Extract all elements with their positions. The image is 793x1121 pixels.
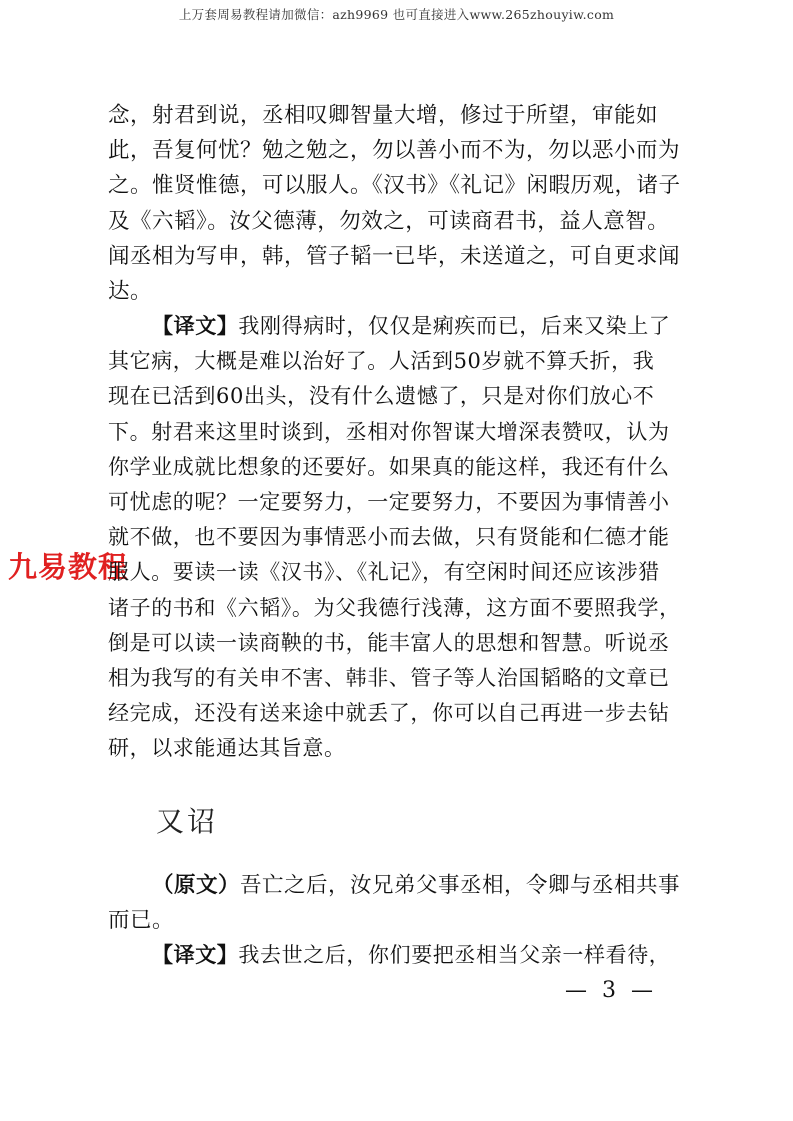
page-number: — 3 — [565, 978, 657, 1003]
watermark-logo: 九易教程 [8, 550, 129, 584]
text-line: 闻丞相为写申，韩，管子韬一已毕，未送道之，可自更求闻 [108, 243, 681, 269]
text-line: 其它病，大概是难以治好了。人活到50岁就不算夭折，我 [108, 349, 655, 374]
text-line: 此，吾复何忧？勉之勉之，勿以善小而不为，勿以恶小而为 [108, 138, 681, 164]
text-line: 你学业成就比想象的还要好。如果真的能这样，我还有什么 [108, 454, 670, 479]
text-line: 及《六韬》。汝父德薄，勿效之，可读商君书，益人意智。 [108, 208, 670, 234]
translation-tag: 【译文】 [152, 943, 239, 967]
translation-first-line [108, 938, 698, 973]
text-line: 下。射君来这里时谈到，丞相对你智谋大增深表赞叹，认为 [108, 419, 670, 444]
original-continued-block [108, 98, 698, 309]
text-line: 相为我写的有关申不害、韩非、管子等人治国韬略的文章已 [108, 665, 670, 690]
text-line: 念，射君到说，丞相叹卿智量大增，修过于所望，审能如 [108, 103, 659, 128]
text-line: 研，以求能通达其旨意。 [108, 736, 346, 761]
text-line: 经完成，还没有送来途中就丢了，你可以自己再进一步去钻 [108, 701, 670, 726]
translation-block-1 [108, 309, 698, 766]
text-line: 倒是可以读一读商鞅的书，能丰富人的思想和智慧。听说丞 [108, 630, 670, 655]
translation-block-2 [108, 938, 698, 973]
original-tag: （原文） [152, 873, 241, 898]
translation-first-line [108, 309, 698, 344]
text-line: 可忧虑的呢？一定要努力，一定要努力，不要因为事情善小 [108, 489, 670, 514]
section-title: 又诏 [156, 805, 219, 838]
text-line: 我刚得病时，仅仅是痢疾而已，后来又染上了 [238, 314, 671, 338]
original-first-line [108, 868, 698, 903]
translation-tag: 【译文】 [152, 314, 239, 338]
text-line: 之。惟贤惟德，可以服人。《汉书》《礼记》闲暇历观，诸子 [108, 173, 681, 199]
text-line: 服人。要读一读《汉书》、《礼记》，有空闲时间还应该涉猎 [108, 560, 660, 585]
text-line: 诸子的书和《六韬》。为父我德行浅薄，这方面不要照我学， [108, 595, 681, 620]
text-line: 达。 [108, 278, 153, 304]
original-block-2 [108, 868, 698, 938]
text-line: 我去世之后，你们要把丞相当父亲一样看待， [238, 943, 671, 967]
text-line: 就不做，也不要因为事情恶小而去做，只有贤能和仁德才能 [108, 525, 670, 550]
text-line: 现在已活到60出头，没有什么遗憾了，只是对你们放心不 [108, 384, 655, 409]
text-line: 而已。 [108, 908, 175, 934]
page-header: 上万套周易教程请加微信：azh9969 也可直接进入www.265zhouyiw.com [178, 7, 615, 22]
text-line: 吾亡之后，汝兄弟父事丞相，令卿与丞相共事 [240, 873, 681, 898]
